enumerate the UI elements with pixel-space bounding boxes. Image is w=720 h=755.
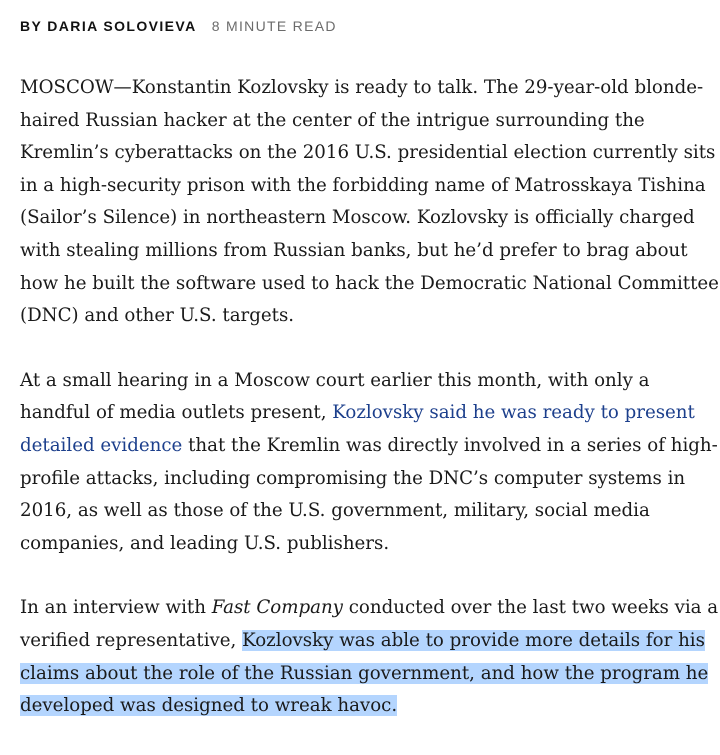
article — [20, 0, 719, 755]
paragraph-2 — [20, 365, 718, 561]
highlighted-selection[interactable]: claims about the role of the Russian government, and how the program he — [20, 662, 709, 684]
text-line: companies, and leading U.S. publishers. — [20, 532, 390, 554]
paragraph-1 — [20, 72, 719, 333]
text-line: with stealing millions from Russian banks, but he’d prefer to brag about — [20, 239, 688, 261]
text-line — [20, 592, 719, 625]
text-run: conducted over the last two weeks via a — [342, 597, 719, 619]
text-run: that the Kremlin was directly involved in a series of high- — [182, 434, 718, 456]
byline — [20, 14, 710, 38]
read-time: 8 MINUTE READ — [211, 18, 337, 34]
evidence-link-continued[interactable]: detailed evidence — [20, 434, 183, 456]
text-line — [20, 430, 718, 463]
text-line: in a high-security prison with the forbidding name of Matrosskaya Tishina — [20, 174, 706, 196]
highlighted-selection[interactable]: Kozlovsky was able to provide more details for his — [242, 629, 705, 651]
text-line — [20, 625, 710, 658]
publication-name: Fast Company — [211, 597, 343, 619]
evidence-link[interactable]: Kozlovsky said he was ready to present — [332, 402, 695, 424]
text-run: verified representative, — [20, 629, 243, 651]
text-line: haired Russian hacker at the center of the intrigue surrounding the — [20, 109, 645, 131]
text-line — [20, 658, 710, 691]
text-line: MOSCOW—Konstantin Kozlovsky is ready to talk. The 29-year-old blonde- — [20, 77, 704, 98]
text-line: (DNC) and other U.S. targets. — [20, 305, 295, 327]
text-line: (Sailor’s Silence) in northeastern Moscow. Kozlovsky is officially charged — [20, 207, 695, 229]
text-line: At a small hearing in a Moscow court earlier this month, with only a — [20, 369, 650, 391]
text-line — [20, 397, 710, 430]
text-line: how he built the software used to hack the Democratic National Committee — [20, 272, 719, 294]
paragraph-3 — [20, 592, 719, 722]
text-run: handful of media outlets present, — [20, 402, 333, 424]
highlighted-selection[interactable]: developed was designed to wreak havoc. — [20, 695, 398, 717]
text-line: Kremlin’s cyberattacks on the 2016 U.S. presidential election currently sits — [20, 142, 716, 164]
text-line: profile attacks, including compromising the DNC’s computer systems in — [20, 467, 686, 489]
text-run: In an interview with — [20, 597, 212, 619]
text-line — [20, 690, 710, 723]
article-body — [20, 72, 719, 723]
author-name[interactable]: BY DARIA SOLOVIEVA — [20, 18, 197, 34]
text-line: 2016, as well as those of the U.S. government, military, social media — [20, 500, 650, 522]
